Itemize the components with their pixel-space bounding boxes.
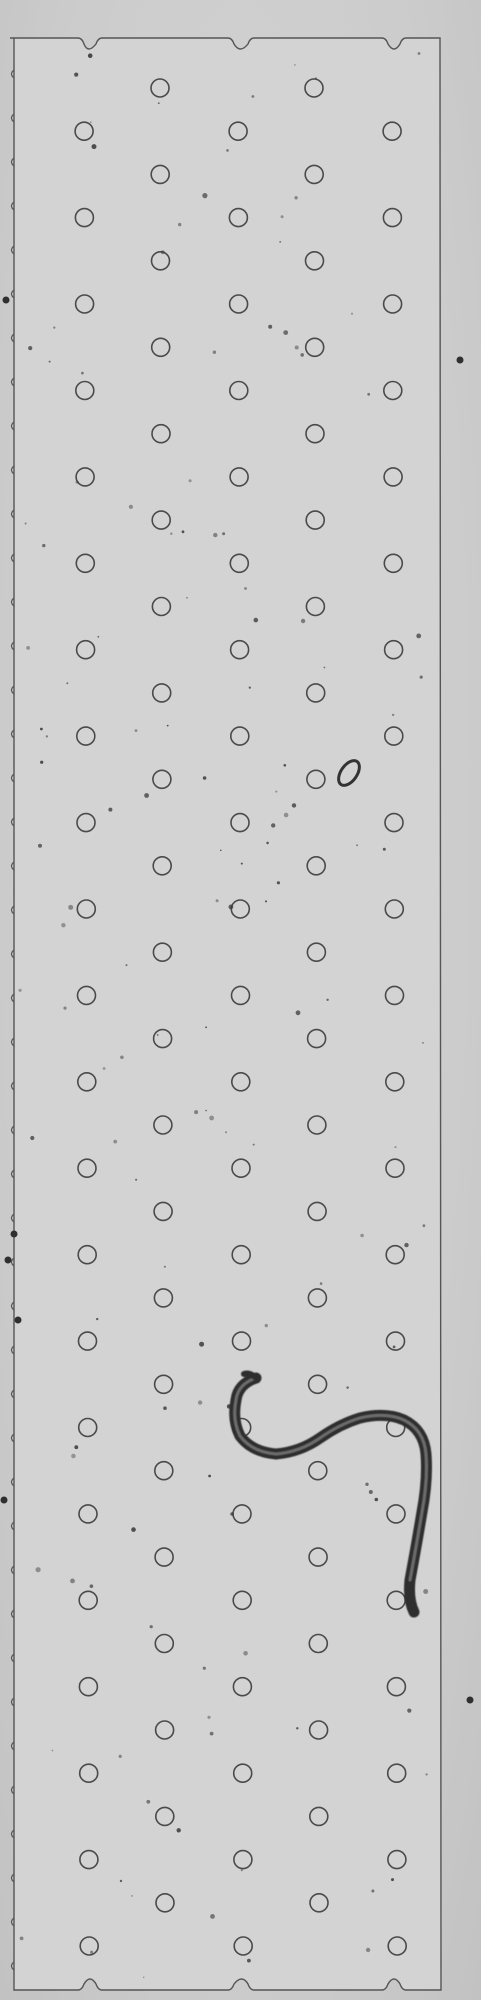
- debris-speck: [281, 215, 284, 218]
- debris-speck: [150, 1625, 153, 1628]
- debris-speck: [266, 842, 269, 845]
- debris-speck: [294, 196, 297, 199]
- debris-speck: [5, 1257, 12, 1264]
- debris-speck: [229, 905, 234, 910]
- debris-speck: [146, 1800, 150, 1804]
- debris-speck: [277, 881, 280, 884]
- debris-speck: [161, 250, 165, 254]
- debris-speck: [271, 823, 275, 827]
- debris-speck: [46, 735, 48, 737]
- debris-speck: [30, 1136, 34, 1140]
- debris-speck: [296, 1010, 301, 1015]
- debris-speck: [129, 505, 133, 509]
- debris-speck: [383, 848, 386, 851]
- debris-speck: [135, 729, 138, 732]
- debris-speck: [241, 863, 243, 865]
- debris-speck: [301, 619, 305, 623]
- debris-speck: [113, 1140, 117, 1144]
- debris-speck: [283, 330, 288, 335]
- debris-speck: [144, 793, 149, 798]
- debris-speck: [119, 1755, 122, 1758]
- debris-speck: [90, 1584, 94, 1588]
- debris-speck: [395, 1146, 397, 1148]
- debris-speck: [268, 325, 272, 329]
- debris-speck: [167, 725, 169, 727]
- debris-speck: [182, 530, 185, 533]
- debris-speck: [97, 636, 99, 638]
- debris-speck: [209, 1116, 214, 1121]
- debris-speck: [393, 1346, 396, 1349]
- debris-speck: [213, 351, 216, 354]
- debris-speck: [275, 791, 277, 793]
- debris-speck: [120, 1056, 124, 1060]
- debris-speck: [26, 646, 30, 650]
- debris-speck: [300, 353, 304, 357]
- debris-speck: [63, 1007, 66, 1010]
- debris-speck: [351, 313, 353, 315]
- debris-speck: [320, 1282, 323, 1285]
- debris-speck: [53, 327, 55, 329]
- debris-speck: [40, 761, 43, 764]
- debris-speck: [25, 523, 27, 525]
- debris-speck: [253, 1144, 255, 1146]
- debris-speck: [194, 1110, 198, 1114]
- debris-speck: [356, 844, 358, 846]
- debris-speck: [404, 1243, 408, 1247]
- debris-speck: [407, 1709, 411, 1713]
- debris-speck: [28, 346, 32, 350]
- debris-speck: [294, 64, 296, 66]
- debris-speck: [243, 1651, 248, 1656]
- debris-speck: [392, 714, 394, 716]
- debris-speck: [49, 361, 51, 363]
- debris-speck: [254, 618, 259, 623]
- debris-speck: [189, 479, 192, 482]
- debris-speck: [68, 905, 73, 910]
- debris-speck: [143, 1977, 145, 1979]
- debris-speck: [36, 1567, 41, 1572]
- debris-speck: [213, 533, 217, 537]
- debris-speck: [416, 634, 421, 639]
- debris-speck: [346, 1386, 348, 1388]
- debris-speck: [90, 121, 92, 123]
- debris-speck: [19, 989, 22, 992]
- debris-speck: [81, 372, 84, 375]
- debris-speck: [265, 1324, 268, 1327]
- debris-speck: [88, 53, 93, 58]
- debris-speck: [210, 1732, 214, 1736]
- debris-speck: [207, 1716, 210, 1719]
- debris-speck: [15, 1317, 22, 1324]
- debris-speck: [198, 1400, 202, 1404]
- debris-speck: [42, 544, 45, 547]
- debris-speck: [369, 1490, 373, 1494]
- debris-speck: [371, 1890, 374, 1893]
- debris-speck: [326, 999, 328, 1001]
- debris-speck: [279, 241, 281, 243]
- debris-speck: [170, 533, 172, 535]
- debris-speck: [103, 1067, 106, 1070]
- debris-speck: [420, 676, 423, 679]
- debris-speck: [74, 73, 78, 77]
- debris-speck: [66, 682, 68, 684]
- debris-speck: [315, 77, 317, 79]
- debris-speck: [203, 1667, 206, 1670]
- debris-speck: [135, 1179, 137, 1181]
- debris-speck: [265, 900, 267, 902]
- debris-speck: [202, 193, 207, 198]
- debris-speck: [38, 844, 42, 848]
- debris-speck: [252, 95, 255, 98]
- debris-speck: [74, 1445, 78, 1449]
- debris-speck: [92, 144, 97, 149]
- debris-speck: [367, 393, 370, 396]
- debris-speck: [230, 1512, 234, 1516]
- debris-speck: [52, 1750, 54, 1752]
- debris-speck: [177, 1828, 181, 1832]
- debris-speck: [457, 357, 464, 364]
- debris-speck: [126, 964, 128, 966]
- debris-speck: [295, 346, 299, 350]
- debris-speck: [360, 1234, 364, 1238]
- debris-speck: [244, 587, 247, 590]
- debris-speck: [423, 1224, 426, 1227]
- debris-speck: [108, 808, 112, 812]
- debris-speck: [3, 297, 10, 304]
- debris-speck: [226, 149, 229, 152]
- debris-speck: [284, 764, 287, 767]
- debris-speck: [157, 1034, 159, 1036]
- debris-speck: [20, 1937, 24, 1941]
- debris-speck: [423, 1589, 428, 1594]
- debris-speck: [418, 52, 421, 55]
- debris-speck: [178, 223, 181, 226]
- debris-speck: [163, 1406, 167, 1410]
- debris-speck: [96, 1318, 98, 1320]
- debris-speck: [76, 481, 79, 484]
- debris-speck: [220, 850, 222, 852]
- debris-speck: [425, 1773, 427, 1775]
- debris-speck: [164, 1266, 166, 1268]
- debris-speck: [292, 803, 296, 807]
- debris-speck: [70, 1579, 75, 1584]
- chamber-outline: [10, 38, 441, 1990]
- debris-speck: [296, 1727, 298, 1729]
- debris-speck: [467, 1697, 474, 1704]
- debris-speck: [222, 532, 225, 535]
- debris-speck: [205, 1110, 207, 1112]
- debris-speck: [61, 923, 65, 927]
- debris-speck: [225, 1131, 227, 1133]
- debris-speck: [120, 1880, 122, 1882]
- debris-speck: [40, 728, 43, 731]
- debris-speck: [208, 1475, 211, 1478]
- debris-speck: [249, 687, 251, 689]
- debris-speck: [205, 1026, 207, 1028]
- debris-speck: [131, 1527, 136, 1532]
- debris-speck: [203, 776, 207, 780]
- debris-speck: [375, 1498, 379, 1502]
- debris-speck: [241, 1869, 243, 1871]
- debris-speck: [366, 1948, 370, 1952]
- debris-speck: [247, 1959, 251, 1963]
- debris-speck: [324, 667, 326, 669]
- debris-speck: [11, 1231, 18, 1238]
- debris-speck: [131, 1895, 133, 1897]
- debris-speck: [1, 1497, 8, 1504]
- debris-speck: [391, 1878, 394, 1881]
- debris-speck: [71, 1454, 76, 1459]
- debris-speck: [199, 1342, 204, 1347]
- debris-speck: [186, 597, 188, 599]
- debris-speck: [365, 1483, 368, 1486]
- debris-speck: [216, 899, 219, 902]
- debris-speck: [90, 1951, 93, 1954]
- debris-speck: [422, 1042, 424, 1044]
- debris-speck: [284, 813, 289, 818]
- debris-speck: [158, 102, 160, 104]
- debris-speck: [210, 1914, 215, 1919]
